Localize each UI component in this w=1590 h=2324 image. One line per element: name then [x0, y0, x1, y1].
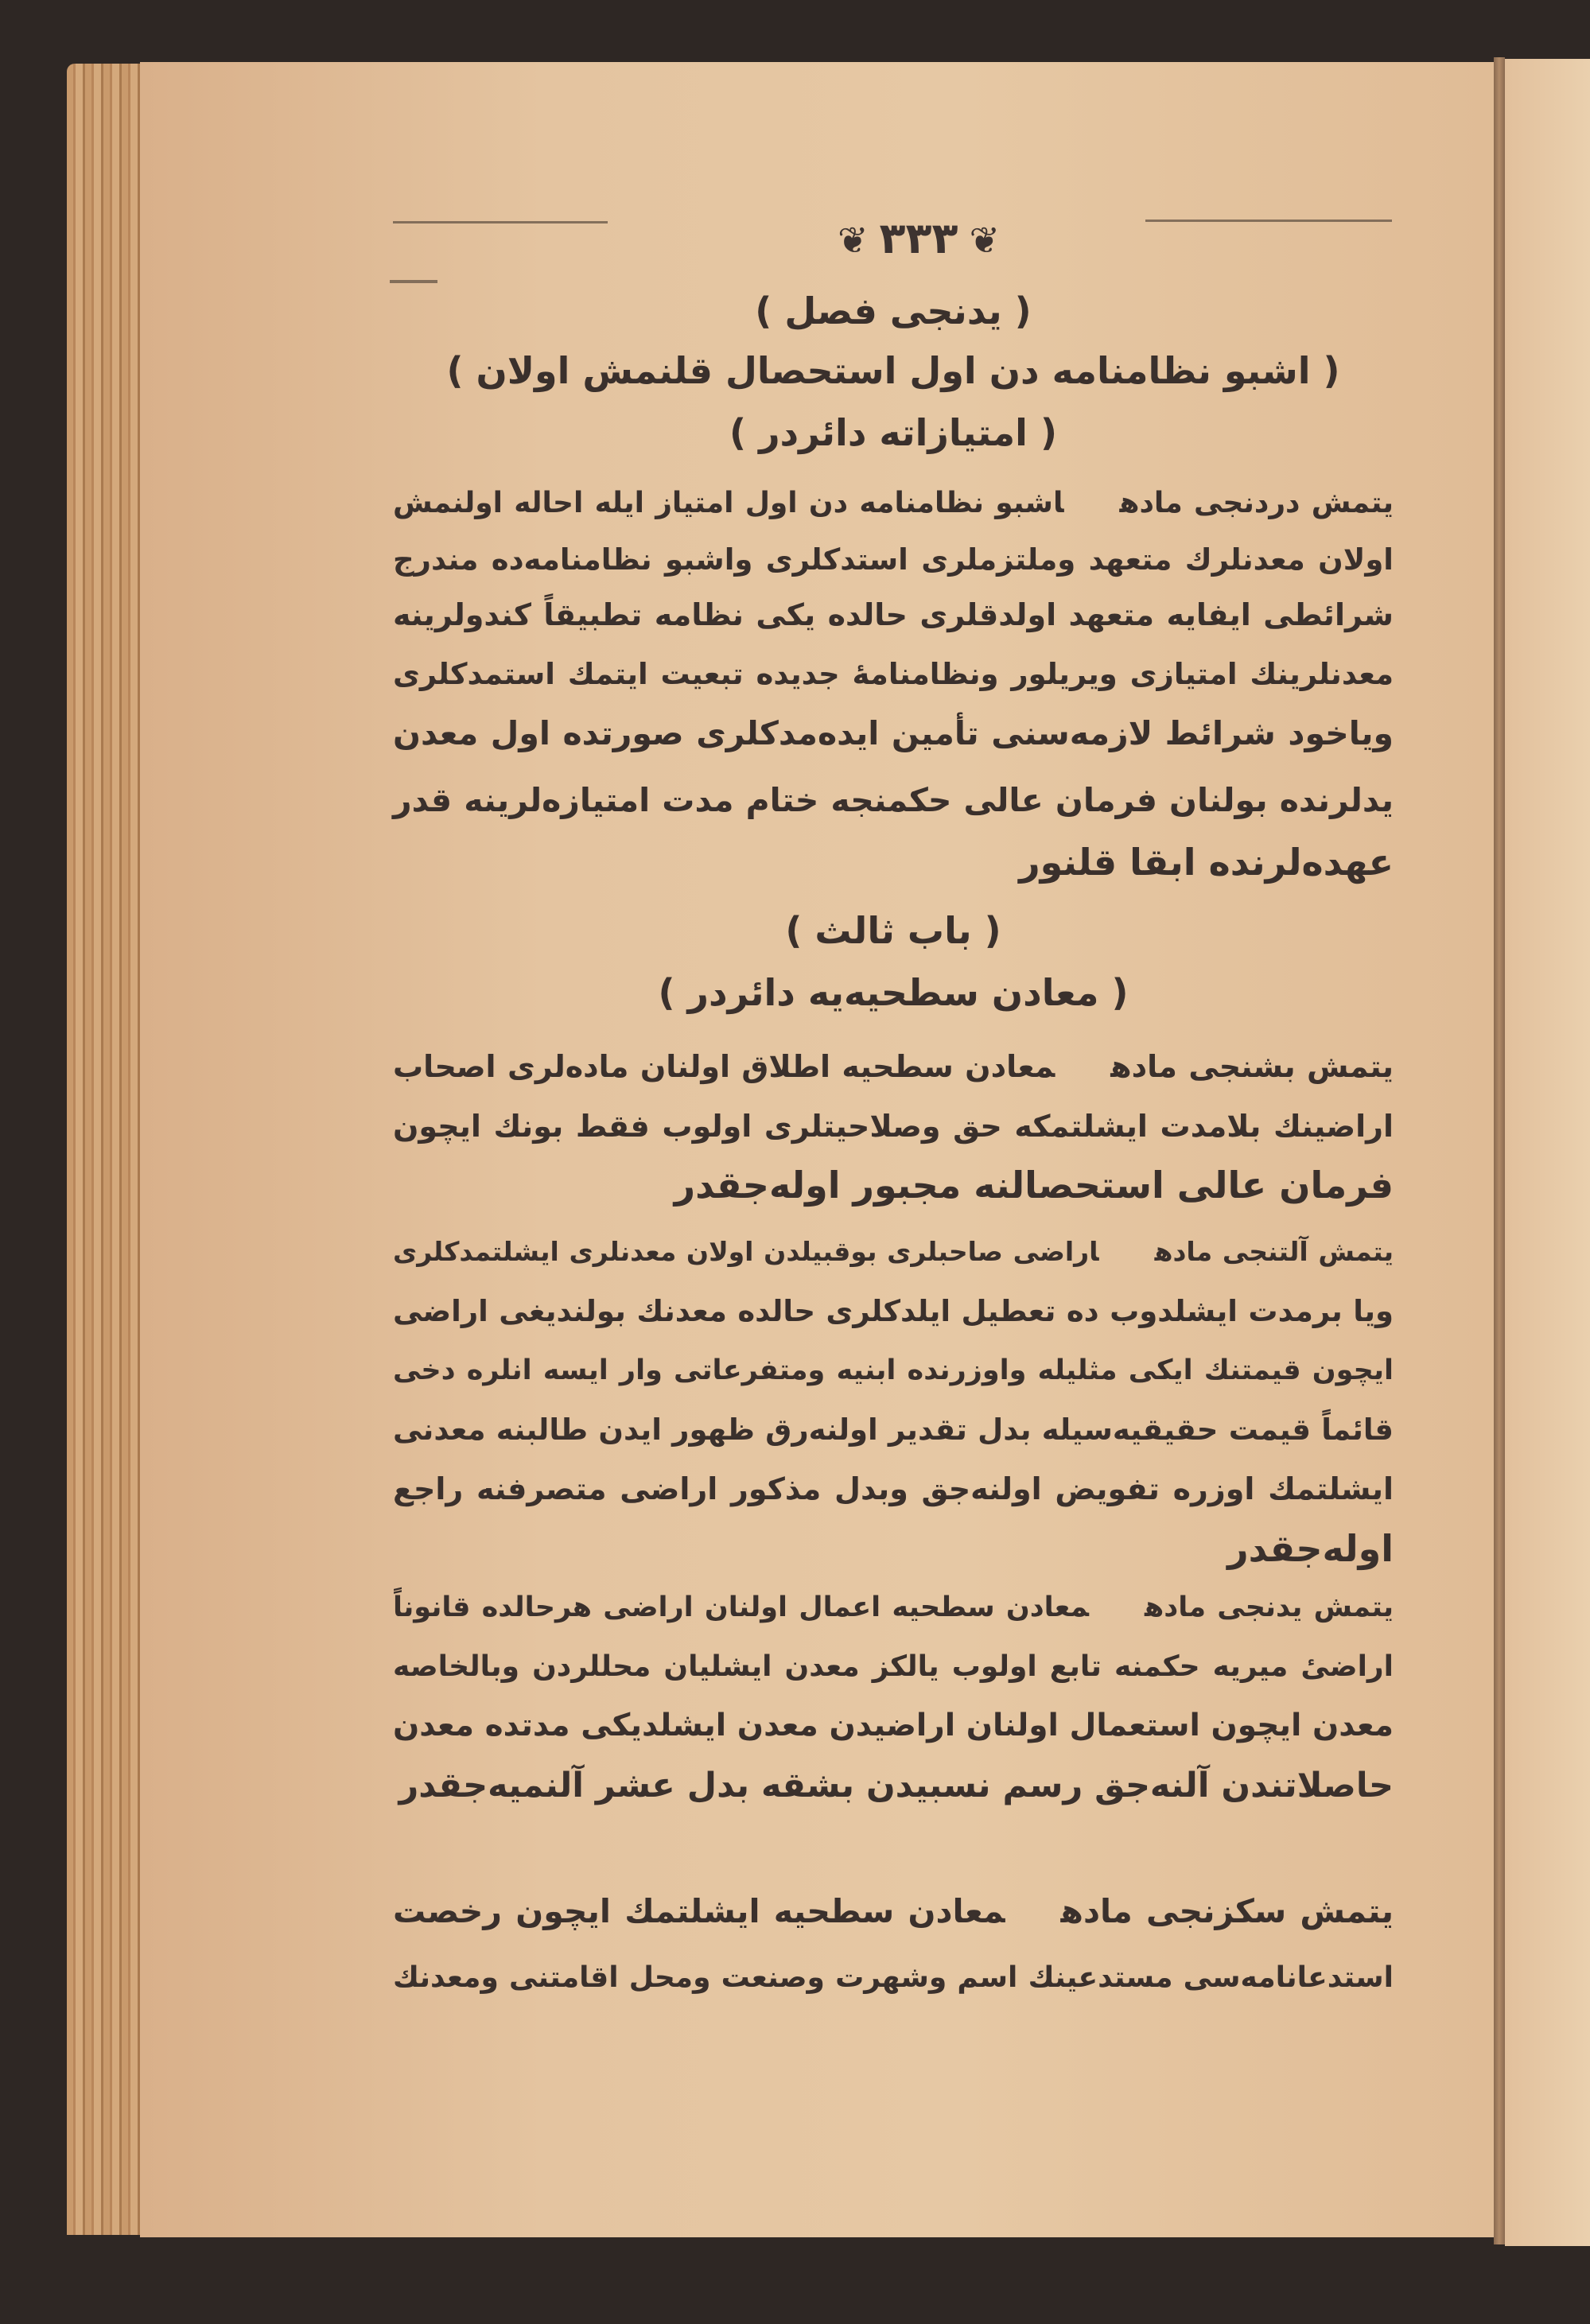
section-title: ( اشبو نظامنامه دن اول استحصال قلنمش اولان )	[446, 349, 1340, 392]
article-text: قائماً قيمت حقيقيه‌سيله بدل تقدير اولنه‌رق ظهور ايدن طالبنه معدنی	[393, 1413, 1394, 1447]
article-line	[393, 1401, 1394, 1459]
article-text: اراضينك بلامدت ايشلتمکه حق وصلاحيتلری اولوب فقط بونك ايچون	[393, 1109, 1394, 1144]
article-text: اولان معدنلرك متعهد وملتزملری استدکلری واشبو نظامنامه‌ده مندرج	[393, 542, 1394, 577]
article-line	[393, 1098, 1394, 1155]
header-rule-right	[1145, 220, 1392, 222]
article-line	[393, 1883, 1394, 1940]
article-line	[393, 1342, 1394, 1399]
header-rule-left	[393, 221, 608, 223]
article-text: ويا برمدت ايشلدوب ده تعطيل ايلدکلری حالده معدنك بولنديغی اراضی	[393, 1294, 1394, 1328]
article-line	[393, 1223, 1394, 1281]
article-text: معدن ايچون استعمال اولنان اراضيدن معدن ايشلديکی مدتده معدن	[393, 1708, 1394, 1743]
page-number-text: ٣٣٣	[879, 213, 958, 263]
part-heading: ( باب ثالث )	[785, 909, 1001, 952]
article-label: يتمش دردنجی ماده	[1119, 487, 1394, 519]
book-gutter	[1494, 57, 1505, 2244]
article-line	[393, 531, 1394, 589]
article-text: معادن سطحيه اعمال اولنان اراضی هرحالده قانوناً	[393, 1591, 1090, 1623]
article-line	[393, 1283, 1394, 1340]
article-text: معادن سطحيه اطلاق اولنان ماده‌لری اصحاب	[393, 1049, 1055, 1084]
article-text: وياخود شرائط لازمه‌سنی تأمين ايده‌مدکلری صورتده اول معدن	[393, 714, 1394, 752]
article-text: فرمان عالی استحصالنه مجبور اوله‌جقدر	[674, 1164, 1394, 1207]
article-text: اراضی صاحبلری بوقبيلدن اولان معدنلری ايشلتمدکلری	[393, 1236, 1099, 1267]
article-line	[393, 646, 1394, 703]
article-line	[393, 705, 1394, 762]
part-title: ( معادن سطحيه‌يه دائردر )	[658, 971, 1129, 1014]
article-text: ايشلتمك اوزره تفويض اولنه‌جق وبدل مذکور اراضی متصرفنه راجع	[393, 1471, 1394, 1506]
article-line	[393, 1697, 1394, 1755]
article-line	[393, 1757, 1394, 1814]
article-line	[393, 1520, 1394, 1577]
article-line	[393, 1038, 1394, 1095]
article-text: اراضیٔ ميريه حکمنه تابع اولوب يالکز معدن ايشليان محللردن وبالخاصه	[393, 1650, 1394, 1683]
article-label: يتمش بشنجی ماده	[1110, 1049, 1394, 1084]
article-line	[393, 1156, 1394, 1214]
ornament-icon: ❦	[838, 219, 869, 262]
article-line	[393, 771, 1394, 829]
page-edges	[67, 64, 142, 2235]
article-label: يتمش آلتنجی ماده	[1154, 1236, 1394, 1267]
article-label: يتمش يدنجی ماده	[1145, 1591, 1394, 1623]
article-label: يتمش سکزنجی ماده	[1060, 1892, 1394, 1930]
article-text: ايچون قيمتنك ايکی مثليله واوزرنده ابنيه ومتفرعاتی وار ايسه انلره دخی	[393, 1354, 1394, 1386]
chapter-heading: ( يدنجی فصل )	[755, 290, 1032, 332]
article-line	[393, 1579, 1394, 1636]
article-text: اوله‌جقدر	[1227, 1527, 1394, 1570]
article-text: يدلرنده بولنان فرمان عالی حکمنجه ختام مدت امتيازه‌لرينه قدر	[393, 781, 1394, 819]
article-text: عهده‌لرنده ابقا قلنور	[1019, 841, 1394, 884]
article-line	[393, 1638, 1394, 1696]
article-text: معدنلرينك امتيازی ويريلور ونظامنامهٔ جديده تبعيت ايتمك استمدکلری	[393, 657, 1394, 691]
article-text: استدعانامه‌سی مستدعينك اسم وشهرت وصنعت ومحل اقامتنی ومعدنك	[393, 1961, 1394, 1994]
section-title-2: ( امتيازاته دائردر )	[729, 411, 1057, 454]
page-number	[819, 213, 1018, 263]
facing-page	[1505, 59, 1590, 2246]
article-line	[393, 1949, 1394, 2007]
article-line	[393, 834, 1394, 891]
article-text: اشبو نظامنامه دن اول امتياز ايله احاله اولنمش	[393, 487, 1064, 519]
article-line	[393, 586, 1394, 643]
ornament-icon: ❦	[969, 219, 1000, 262]
article-text: شرائطی ايفايه متعهد اولدقلری حالده يکی نظامه تطبيقاً کندولرينه	[393, 597, 1394, 632]
article-text: حاصلاتندن آلنه‌جق رسم نسبيدن بشقه بدل عشر آلنميه‌جقدر	[398, 1766, 1394, 1805]
article-line	[393, 1460, 1394, 1518]
article-line	[393, 475, 1394, 532]
article-text: معادن سطحيه ايشلتمك ايچون رخصت	[393, 1892, 1005, 1930]
